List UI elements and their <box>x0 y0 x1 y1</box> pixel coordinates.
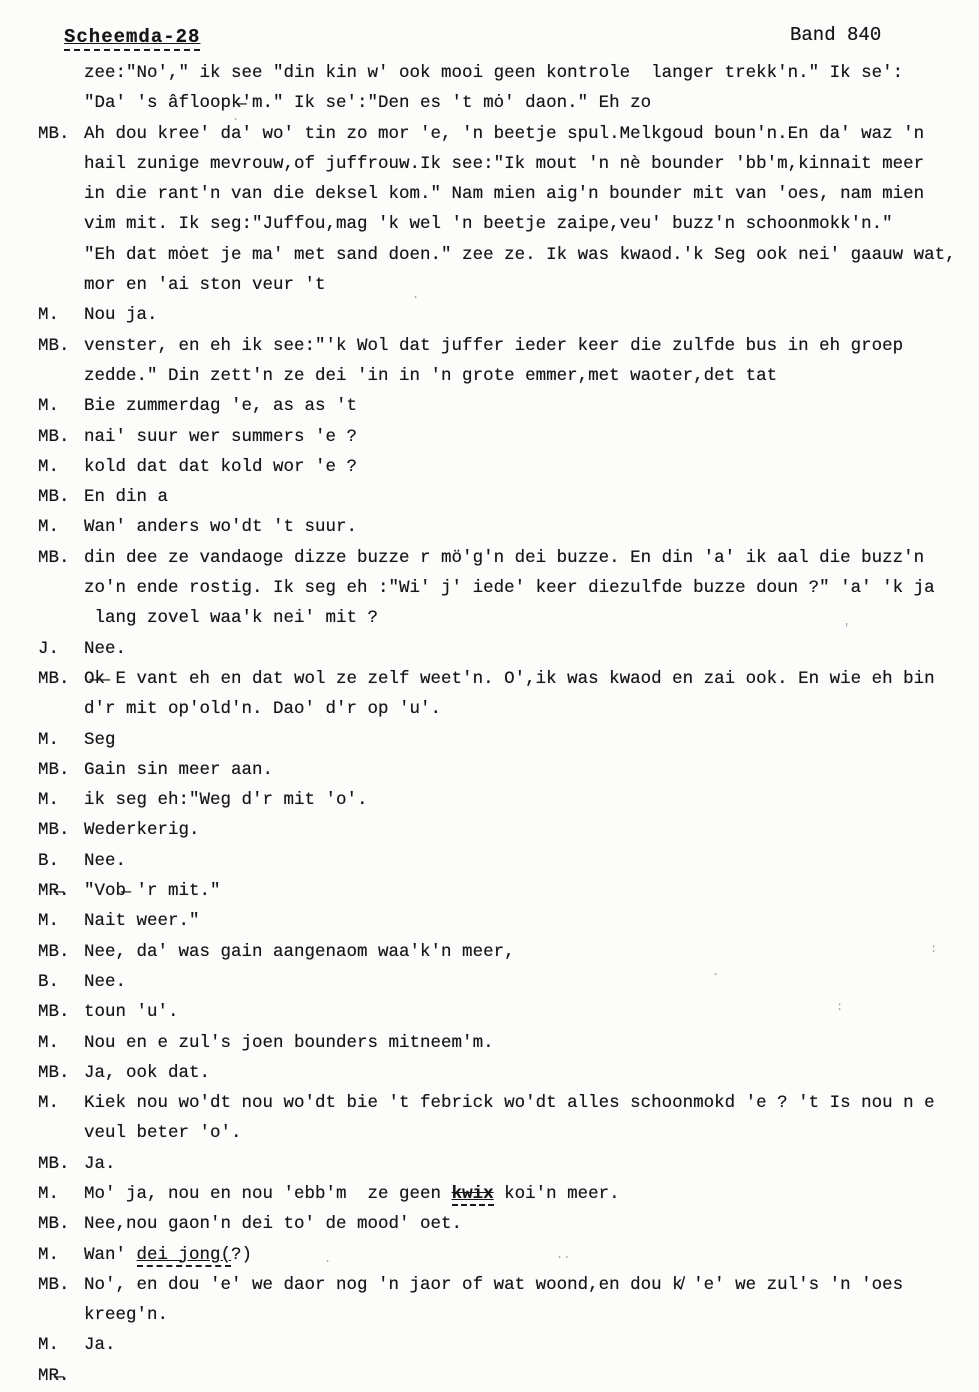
transcript-line <box>38 1118 973 1148</box>
speaker-label: M. <box>38 396 60 417</box>
line-text: Nee. <box>84 971 127 992</box>
transcript-line <box>38 1361 973 1391</box>
speaker-label: B. <box>38 850 60 871</box>
line-text: Nee,nou gaon'n dei to' de mood' oet. <box>84 1214 463 1235</box>
line-text: Gain sin meer aan. <box>84 759 274 780</box>
speaker-label: MB. <box>38 1153 70 1174</box>
transcript-line <box>38 1209 973 1239</box>
speaker-label: M. <box>38 790 60 811</box>
transcript-line <box>38 937 973 967</box>
transcript-line <box>38 119 973 149</box>
line-text: mor en 'ai ston veur 't <box>84 275 326 296</box>
speaker-label: MB. <box>38 820 70 841</box>
line-text: ?) <box>231 1244 253 1265</box>
line-text: Nait weer." <box>84 911 200 932</box>
speaker-label: M. <box>38 517 60 538</box>
transcript-line <box>38 179 973 209</box>
transcript-line <box>38 300 973 330</box>
speaker-label: M. <box>38 911 60 932</box>
line-text: Nee, da' was gain aangenaom waa'k'n meer, <box>84 941 515 962</box>
line-text: Ja, ook dat. <box>84 1062 211 1083</box>
scan-speck: .. <box>556 1248 571 1262</box>
speaker-label: M. <box>38 1244 60 1265</box>
transcript-line <box>38 967 973 997</box>
speaker-label: MB. <box>38 1002 70 1023</box>
speaker-label: MR̶. <box>38 1365 70 1386</box>
line-text: Wan' <box>84 1244 137 1265</box>
line-text: venster, en eh ik see:"'k Wol dat juffer ieder keer die zulfde bus in eh groep <box>84 335 904 356</box>
transcript-line <box>38 361 973 391</box>
transcript-line <box>38 785 973 815</box>
line-text: Nee. <box>84 850 127 871</box>
speaker-label: M. <box>38 1032 60 1053</box>
line-text: Mo' ja, nou en nou 'ebb'm ze geen <box>84 1183 452 1204</box>
scan-speck: : <box>930 942 938 956</box>
transcript-line <box>38 634 973 664</box>
transcript-line <box>38 1058 973 1088</box>
line-text: din dee ze vandaoge dizze buzze r mö'g'n dei buzze. En din 'a' ik aal die buzz'n <box>84 547 925 568</box>
line-text: koi'n meer. <box>493 1183 620 1204</box>
transcript-line <box>38 846 973 876</box>
line-text: hail zunige mevrouw,of juffrouw.Ik see:"Ik mout 'n nè bounder 'bb'm,kinnait meer <box>84 153 925 174</box>
transcript-line <box>38 270 973 300</box>
speaker-label: MB. <box>38 487 70 508</box>
speaker-label: MB. <box>38 668 70 689</box>
transcript-line <box>38 876 973 906</box>
speaker-label: MR̶. <box>38 881 70 902</box>
line-text: Nou en e zul's joen bounders mitneem'm. <box>84 1032 494 1053</box>
transcript-line <box>38 331 973 361</box>
speaker-label: MB. <box>38 335 70 356</box>
transcript-line <box>38 58 973 88</box>
band-number: Band 840 <box>790 24 882 46</box>
transcript-line <box>38 997 973 1027</box>
transcript-line <box>38 452 973 482</box>
scan-speck: . <box>232 110 240 124</box>
speaker-label: MB. <box>38 1274 70 1295</box>
line-text: "Eh dat mȯet je ma' met sand doen." zee ze. Ik was kwaod.'k Seg ook nei' gaauw wat, <box>84 244 956 265</box>
line-text: Nou ja. <box>84 305 158 326</box>
line-text: Ja. <box>84 1153 116 1174</box>
speaker-label: M. <box>38 305 60 326</box>
scan-speck: . <box>412 288 420 302</box>
transcript-line <box>38 1149 973 1179</box>
transcript-line <box>38 815 973 845</box>
speaker-label: MB. <box>38 426 70 447</box>
transcript-line <box>38 1300 973 1330</box>
line-text: "Vob̶ 'r mit." <box>84 881 221 902</box>
line-text: Wan' anders wo'dt 't suur. <box>84 517 358 538</box>
speaker-label: M. <box>38 729 60 750</box>
transcript-line <box>38 1028 973 1058</box>
transcript-line <box>38 1240 973 1270</box>
transcript-line <box>38 725 973 755</box>
line-text: lang zovel waa'k nei' mit ? <box>84 608 379 629</box>
scan-speck: : <box>836 1000 844 1014</box>
speaker-label: M. <box>38 1183 60 1204</box>
line-text: zee:"No'," ik see "din kin w' ook mooi geen kontrole langer trekk'n." Ik se': <box>84 63 904 83</box>
scan-speck: . <box>712 965 720 979</box>
page-title: Scheemda-28 <box>64 26 200 51</box>
transcript-line <box>38 1330 973 1360</box>
speaker-label: MB. <box>38 1214 70 1235</box>
speaker-label: MB. <box>38 547 70 568</box>
transcript-line <box>38 603 973 633</box>
transcript-line <box>38 543 973 573</box>
line-text: kreeg'n. <box>84 1305 169 1326</box>
line-text: Seg <box>84 729 116 750</box>
speaker-label: MB. <box>38 123 70 144</box>
line-text: zedde." Din zett'n ze dei 'in in 'n grote emmer,met waoter,det tat <box>84 365 778 386</box>
line-text: vim mit. Ik seg:"Juffou,mag 'k wel 'n beetje zaipe,veu' buzz'n schoonmokk'n." <box>84 214 893 235</box>
transcript-line <box>38 88 973 118</box>
speaker-label: M. <box>38 1335 60 1356</box>
transcript-line <box>38 694 973 724</box>
line-text: zo'n ende rostig. Ik seg eh :"Wi' j' iede' keer diezulfde buzze doun ?" 'a' 'k ja <box>84 578 935 599</box>
line-text: toun 'u'. <box>84 1002 179 1023</box>
marked-text: dei jong( <box>136 1244 232 1265</box>
line-text: Kiek nou wo'dt nou wo'dt bie 't febrick wo'dt alles schoonmokd 'e ? 't Is nou n e <box>84 1093 935 1114</box>
line-text: Bie zummerdag 'e, as as 't <box>84 396 358 417</box>
page-header <box>0 0 979 60</box>
transcript <box>38 58 973 1391</box>
line-text: Ja. <box>84 1335 116 1356</box>
line-text: nai' suur wer summers 'e ? <box>84 426 358 447</box>
transcript-line <box>38 755 973 785</box>
transcript-line <box>38 906 973 936</box>
line-text: d'r mit op'old'n. Dao' d'r op 'u'. <box>84 699 442 720</box>
line-text: ik seg eh:"Weg d'r mit 'o'. <box>84 790 368 811</box>
marked-text: kwix <box>451 1183 494 1204</box>
speaker-label: M. <box>38 1093 60 1114</box>
line-text: "Da' 's âfloopk̶'m." Ik se':"Den es 't mȯ' daon." Eh zo <box>84 93 652 114</box>
speaker-label: M. <box>38 456 60 477</box>
line-text: No', en dou 'e' we daor nog 'n jaor of wat woond,en dou k̸ 'e' we zul's 'n 'oes <box>84 1274 904 1295</box>
line-text: kold dat dat kold wor 'e ? <box>84 456 358 477</box>
transcript-line <box>38 512 973 542</box>
speaker-label: MB. <box>38 941 70 962</box>
speaker-label: B. <box>38 971 60 992</box>
scan-speck: . <box>324 1252 332 1266</box>
line-text: veul beter 'o'. <box>84 1123 242 1144</box>
speaker-label: MB. <box>38 759 70 780</box>
transcript-line <box>38 482 973 512</box>
line-text: Nee. <box>84 638 127 659</box>
line-text: Wederkerig. <box>84 820 200 841</box>
speaker-label: MB. <box>38 1062 70 1083</box>
line-text: O̶k̶ E vant eh en dat wol ze zelf weet'n. O',ik was kwaod en zai ook. En wie eh bin <box>84 668 935 689</box>
transcript-line <box>38 1179 973 1209</box>
transcript-line <box>38 1270 973 1300</box>
transcript-line <box>38 1088 973 1118</box>
transcript-line <box>38 573 973 603</box>
line-text: in die rant'n van die deksel kom." Nam mien aig'n bounder mit van 'oes, nam mien <box>84 184 925 205</box>
scan-speck: ' <box>843 622 851 636</box>
transcript-line <box>38 240 973 270</box>
transcript-line <box>38 422 973 452</box>
transcript-line <box>38 664 973 694</box>
line-text: Ah dou kree' da' wo' tin zo mor 'e, 'n beetje spul.Melkgoud boun'n.En da' waz 'n <box>84 123 925 144</box>
transcript-line <box>38 391 973 421</box>
transcript-line <box>38 149 973 179</box>
line-text: En din a <box>84 487 169 508</box>
transcript-line <box>38 209 973 239</box>
speaker-label: J. <box>38 638 60 659</box>
